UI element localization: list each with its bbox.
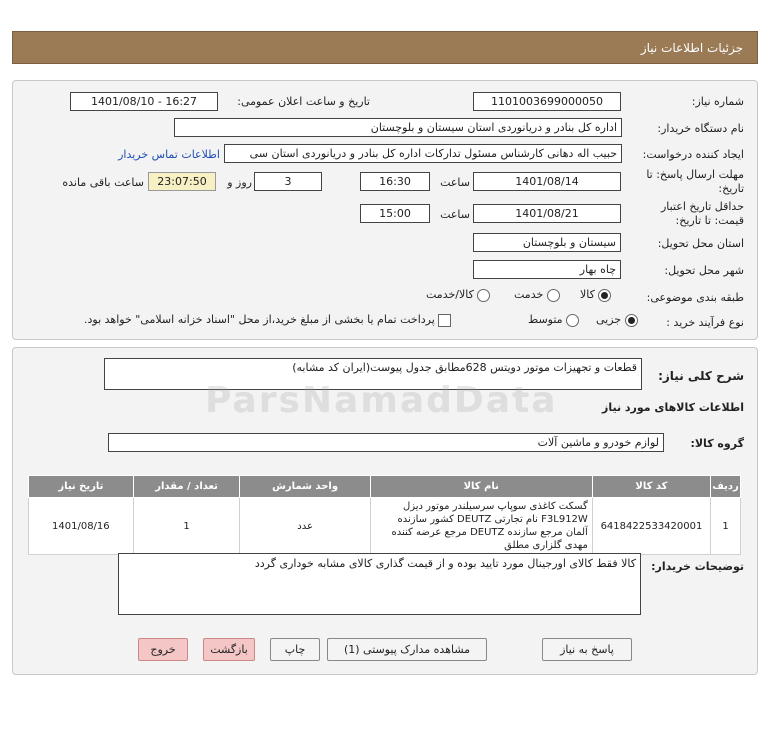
radio-service-icon[interactable] [547, 289, 560, 302]
table-row [29, 498, 741, 555]
attachments-button[interactable]: مشاهده مدارک پیوستی (1) [327, 638, 487, 661]
cell-unit: عدد [240, 498, 370, 555]
need-number-field: 1101003699000050 [473, 92, 621, 111]
deadline-date-field: 1401/08/14 [473, 172, 621, 191]
buyer-notes-label: توضیحات خریدار: [651, 560, 744, 573]
announce-date-field: 1401/08/10 - 16:27 [70, 92, 218, 111]
city-field: چاه بهار [473, 260, 621, 279]
radio-medium-icon[interactable] [566, 314, 579, 327]
deadline-label: مهلت ارسال پاسخ: تا تاریخ: [646, 168, 744, 195]
process-radio-minor[interactable]: جزیی [596, 313, 638, 327]
radio-goods-icon[interactable] [598, 289, 611, 302]
process-label: نوع فرآیند خرید : [666, 316, 744, 329]
cell-code: 6418422533420001 [592, 498, 710, 555]
requester-field: حبیب اله دهانی کارشناس مسئول تدارکات اداره کل بنادر و دریانوردی استان سی [224, 144, 622, 163]
col-date-header: تاریخ نیاز [29, 476, 134, 498]
col-name-header: نام کالا [370, 476, 592, 498]
province-field: سیستان و بلوچستان [473, 233, 621, 252]
goods-info-title: اطلاعات کالاهای مورد نیاز [602, 401, 744, 414]
col-qty-header: تعداد / مقدار [133, 476, 240, 498]
col-unit-header: واحد شمارش [240, 476, 370, 498]
radio-goods-service-icon[interactable] [477, 289, 490, 302]
print-button[interactable]: چاپ [270, 638, 320, 661]
province-label: استان محل تحویل: [657, 237, 744, 250]
process-radio-medium[interactable]: متوسط [528, 313, 579, 327]
treasury-checkbox-icon[interactable] [438, 314, 451, 327]
summary-label: شرح کلی نیاز: [658, 369, 744, 383]
category-radio-goods-service[interactable]: کالا/خدمت [426, 288, 490, 302]
deadline-time-field: 16:30 [360, 172, 430, 191]
city-label: شهر محل تحویل: [664, 264, 744, 277]
radio-minor-icon[interactable] [625, 314, 638, 327]
page-header [12, 31, 758, 64]
remaining-label: ساعت باقی مانده [62, 176, 144, 189]
watermark-logo: ParsNamadData [205, 380, 558, 421]
category-radio-goods[interactable]: کالا [580, 288, 611, 302]
cell-name: گسکت کاغذی سوپاپ سرسیلندر موتور دیزل F3L912W نام تجارتی DEUTZ کشور سازنده آلمان مرجع سازنده DEUTZ مرجع عرضه کننده مهدی گلزاری مطلق [370, 498, 592, 555]
cell-qty: 1 [133, 498, 240, 555]
cell-row: 1 [711, 498, 741, 555]
requester-label: ایجاد کننده درخواست: [642, 148, 744, 161]
validity-label: حداقل تاریخ اعتبار قیمت: تا تاریخ: [660, 200, 744, 227]
category-radio-service[interactable]: خدمت [514, 288, 560, 302]
validity-time-field: 15:00 [360, 204, 430, 223]
buyer-org-label: نام دستگاه خریدار: [657, 122, 744, 135]
validity-hour-label: ساعت [440, 208, 470, 221]
back-button[interactable]: بازگشت [203, 638, 255, 661]
category-label: طبقه بندی موضوعی: [646, 291, 744, 304]
goods-group-field: لوازم خودرو و ماشین آلات [108, 433, 664, 452]
buyer-contact-link[interactable]: اطلاعات تماس خریدار [118, 148, 220, 161]
goods-group-label: گروه کالا: [690, 437, 744, 450]
announce-label: تاریخ و ساعت اعلان عمومی: [237, 95, 370, 108]
validity-date-field: 1401/08/21 [473, 204, 621, 223]
col-row-header: ردیف [711, 476, 741, 498]
buyer-org-field: اداره کل بنادر و دریانوردی استان سیستان و بلوچستان [174, 118, 622, 137]
exit-button[interactable]: خروج [138, 638, 188, 661]
cell-date: 1401/08/16 [29, 498, 134, 555]
remaining-time-field: 23:07:50 [148, 172, 216, 191]
need-number-label: شماره نیاز: [691, 95, 744, 108]
reply-button[interactable]: پاسخ به نیاز [542, 638, 632, 661]
goods-table [28, 475, 741, 555]
buyer-notes-field: کالا فقط کالای اورجینال مورد تایید بوده و از قیمت گذاری کالای مشابه خوداری گردد [118, 553, 641, 615]
summary-field: قطعات و تجهیزات موتور دویتس 628مطابق جدول پیوست(ایران کد مشابه) [104, 358, 642, 390]
days-count-field: 3 [254, 172, 322, 191]
deadline-hour-label: ساعت [440, 176, 470, 189]
col-code-header: کد کالا [592, 476, 710, 498]
days-and-label: روز و [227, 176, 252, 189]
page-title: جزئیات اطلاعات نیاز [640, 40, 743, 55]
treasury-payment-option[interactable]: پرداخت تمام یا بخشی از مبلغ خرید،از محل "اسناد خزانه اسلامی" خواهد بود. [84, 313, 451, 327]
